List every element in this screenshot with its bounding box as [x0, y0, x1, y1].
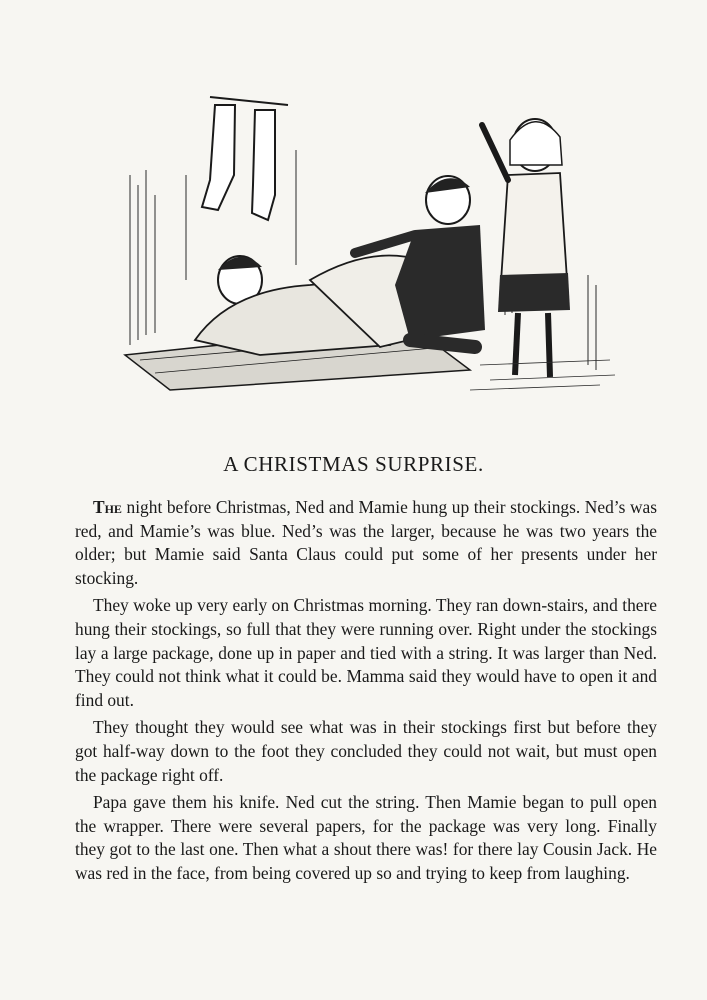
- story-title: A CHRISTMAS SURPRISE.: [223, 452, 484, 476]
- story-paragraph: Papa gave them his knife. Ned cut the string. Then Mamie began to pull open the wrapper. There were several papers, for the package was very long. Finally they got to the last one. Then what a shout there was! for there lay Cousin Jack. He was red in the face, from being covered up so and trying to keep from laughing.: [75, 792, 657, 883]
- drop-word: The: [93, 497, 122, 517]
- paragraph-text: night before Christmas, Ned and Mamie hung up their stockings. Ned’s was red, and Mamie’s was blue. Ned’s was the larger, because he was two years the older; but Mamie said Santa Claus could put some of her presents under her stocking.: [75, 497, 657, 588]
- story-body: [75, 496, 657, 890]
- story-paragraph: They woke up very early on Christmas morning. They ran down-stairs, and there hung their stockings, so full that they were running over. Right under the stockings lay a large package, done up in paper and tied with a string. It was larger than Ned. They could not think what it could be. Mamma said they would have to open it and find out.: [75, 595, 657, 710]
- engraving-illustration: [110, 85, 620, 415]
- story-paragraph: [75, 496, 657, 590]
- story-paragraph: They thought they would see what was in their stockings first but before they got half-way down to the foot they concluded they could not wait, but must open the package right off.: [75, 717, 657, 785]
